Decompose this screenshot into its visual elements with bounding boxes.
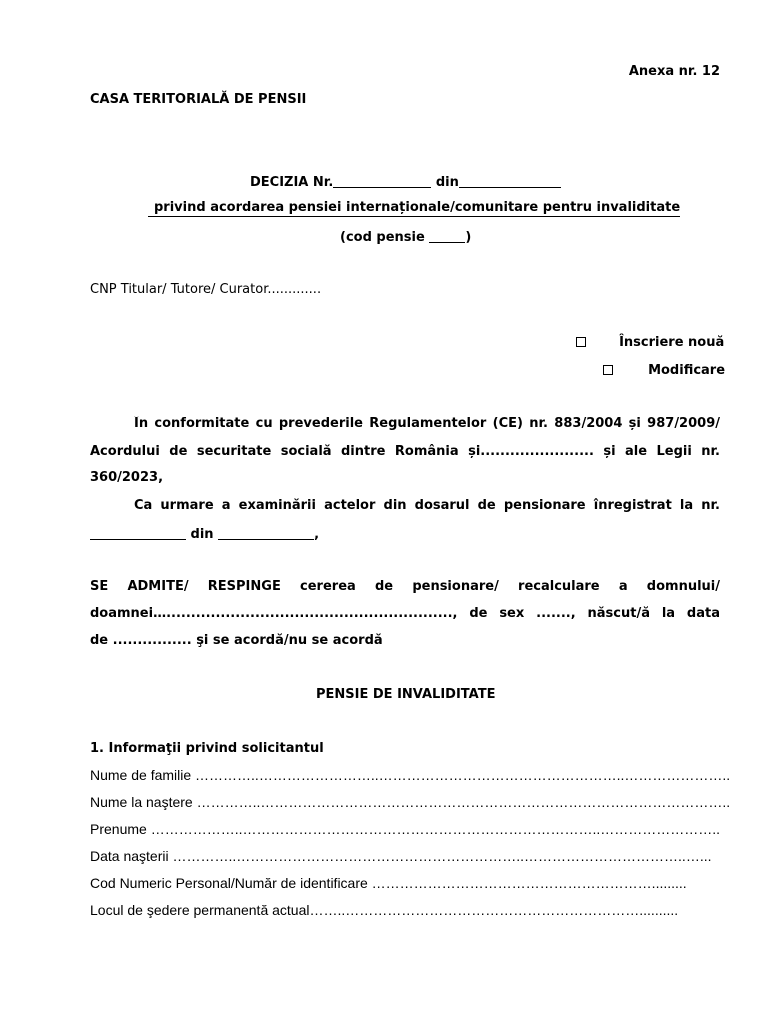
paragraph-3-line-1: SE ADMITE/ RESPINGE cererea de pensionare/ recalculare a domnului/ xyxy=(90,579,720,594)
field-birth-date[interactable]: Data naşterii …………..……………………………………………………..……………………………..…... xyxy=(90,848,712,864)
decision-date-blank[interactable] xyxy=(459,173,561,188)
field-family-name[interactable]: Nume de familie …………..……………………..……………………………………………..………………….. xyxy=(90,767,731,783)
registration-date-blank[interactable] xyxy=(218,525,314,540)
modification-checkbox[interactable] xyxy=(603,365,613,375)
info-heading: 1. Informaţii privind solicitantul xyxy=(90,741,324,756)
paragraph-3-line-2: doamnei….........................................................., de sex ......., născut/ă la data xyxy=(90,606,720,621)
field-first-name[interactable]: Prenume ………………..…………………………………………………………………..…………………….. xyxy=(90,821,721,837)
decision-title-din: din xyxy=(435,175,459,190)
paragraph-1-line-1: În conformitate cu prevederile Regulamentelor (CE) nr. 883/2004 și 987/2009/ xyxy=(134,416,720,431)
paragraph-2-line-1: Ca urmare a examinării actelor din dosarul de pensionare înregistrat la nr. xyxy=(134,498,720,513)
decision-title-prefix: DECIZIA Nr. xyxy=(250,175,334,190)
modification-label: Modificare xyxy=(648,363,726,378)
field-residence[interactable]: Locul de şedere permanentă actual……..……………………………………………………….......... xyxy=(90,902,679,918)
new-enrollment-checkbox[interactable] xyxy=(576,337,586,347)
registration-number-blank[interactable] xyxy=(90,525,186,540)
decision-subtitle: privind acordarea pensiei internaționale/comunitare pentru invaliditate xyxy=(148,200,680,217)
institution-name: CASA TERITORIALĂ DE PENSII xyxy=(90,92,307,107)
annex-number: Anexa nr. 12 xyxy=(628,64,720,79)
section-title: PENSIE DE INVALIDITATE xyxy=(316,687,496,702)
paragraph-2-line-2 xyxy=(90,525,319,542)
field-personal-id[interactable]: Cod Numeric Personal/Număr de identificare ……………………………………………………......... xyxy=(90,875,687,891)
option-new-row xyxy=(576,335,724,350)
decision-title xyxy=(250,173,561,190)
cod-pensie-blank[interactable] xyxy=(429,228,465,243)
paragraph-1-line-3: 360/2023, xyxy=(90,470,164,485)
new-enrollment-label: Înscriere nouă xyxy=(619,335,725,350)
paragraph-2-din: din xyxy=(190,527,214,542)
cnp-line: CNP Titular/ Tutore/ Curator............. xyxy=(90,282,322,297)
paragraph-1-line-2: Acordului de securitate socială dintre România și....................... și ale Legii nr. xyxy=(90,444,720,459)
decision-number-blank[interactable] xyxy=(333,173,431,188)
option-modify-row xyxy=(603,363,725,378)
cod-pensie-prefix: (cod pensie xyxy=(340,230,425,245)
paragraph-2-comma: , xyxy=(314,527,320,542)
paragraph-3-line-3: de ................ şi se acordă/nu se acordă xyxy=(90,633,383,648)
cod-pensie-suffix: ) xyxy=(465,230,472,245)
cod-pensie xyxy=(340,228,471,245)
field-birth-name[interactable]: Nume la naştere …………..……………………………………………………………………………………….. xyxy=(90,794,731,810)
